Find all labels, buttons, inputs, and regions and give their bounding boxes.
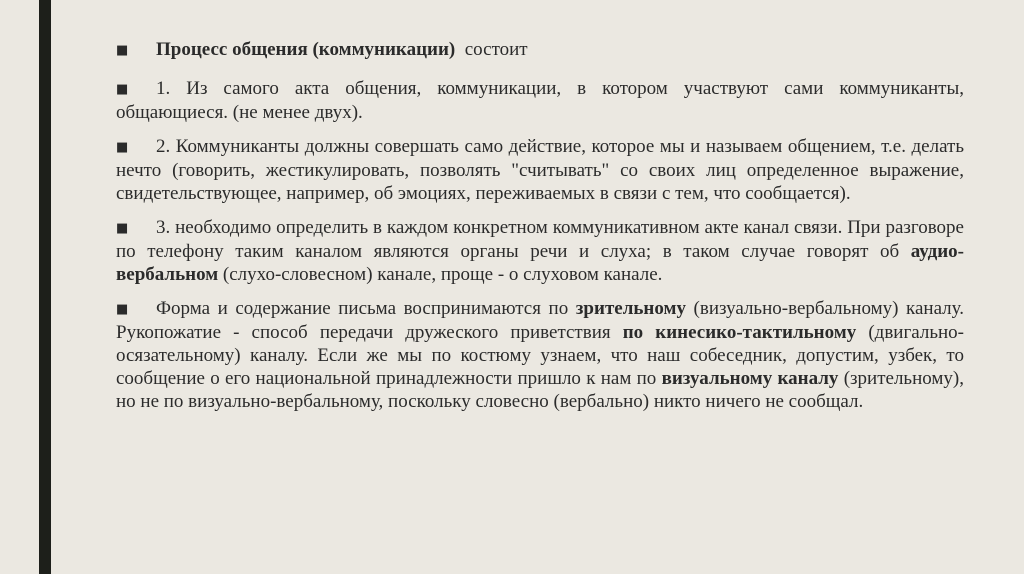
bold-term: по кинесико-тактильному — [622, 322, 857, 343]
bullet-icon: ■ — [116, 82, 129, 97]
heading-bold-text: Процесс общения (коммуникации) — [156, 39, 456, 60]
paragraph-text: 2. Коммуниканты должны совершать само действие, которое мы и называем общением, т.е. делать нечто (говорить, жестикулировать, позволять "считывать" со своих лиц определенное выражение, свидетельствующее, например, об эмоциях, переживаемых в связи с тем, что сообщается). — [116, 136, 964, 204]
heading-text: состоит — [455, 39, 528, 60]
bold-term: аудио-вербальном — [116, 241, 964, 285]
paragraph-text: (двигально-осязательному) каналу. Если же мы по костюму узнаем, что наш собеседник, допустим, узбек, то сообщение о его национальной принадлежности пришло к нам по — [116, 322, 964, 389]
paragraph-item-3 — [116, 216, 964, 286]
left-accent-bar — [39, 0, 51, 574]
paragraph-item-1 — [116, 77, 964, 124]
bullet-icon: ■ — [116, 221, 129, 236]
slide-content — [116, 38, 964, 424]
paragraph-text: (зрительному), но не по визуально-вербальному, поскольку словесно (вербально) никто ничего не сообщал. — [116, 368, 964, 412]
paragraph-text: Форма и содержание письма воспринимаются по — [156, 298, 576, 319]
bullet-icon: ■ — [116, 302, 129, 317]
paragraph-heading — [116, 38, 964, 62]
paragraph-item-2 — [116, 135, 964, 205]
bold-term: зрительному — [575, 298, 686, 319]
paragraph-text: (визуально-вербальному) каналу. Рукопожатие - способ передачи дружеского приветствия — [116, 298, 964, 343]
paragraph-item-4 — [116, 297, 964, 413]
bullet-icon: ■ — [116, 140, 129, 155]
bold-term: визуальному каналу — [661, 368, 839, 389]
paragraph-text: 3. необходимо определить в каждом конкретном коммуникативном акте канал связи. При разговоре по телефону таким каналом являются органы речи и слуха; в таком случае говорят об — [116, 217, 964, 262]
paragraph-text: 1. Из самого акта общения, коммуникации, в котором участвуют сами коммуниканты, общающиеся. (не менее двух). — [116, 78, 964, 123]
bullet-icon: ■ — [116, 43, 129, 58]
paragraph-text: (слухо-словесном) канале, проще - о слуховом канале. — [218, 264, 663, 285]
